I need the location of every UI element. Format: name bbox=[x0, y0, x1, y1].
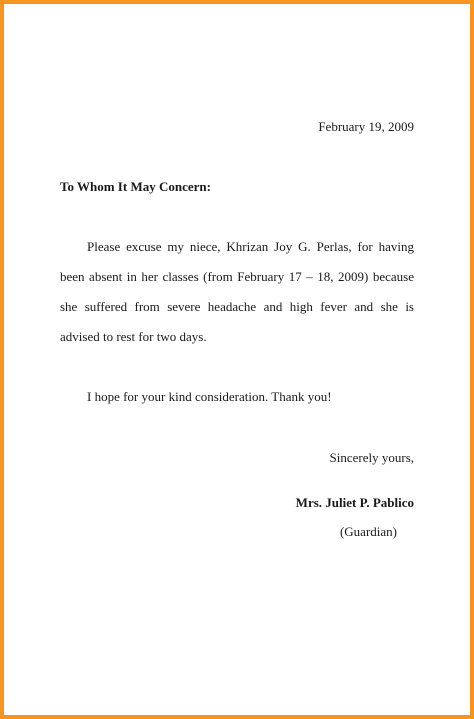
letter-valediction: Sincerely yours, bbox=[329, 450, 414, 465]
signer-name: Mrs. Juliet P. Pablico bbox=[295, 495, 414, 510]
letter-salutation: To Whom It May Concern: bbox=[60, 179, 211, 194]
signer-role: (Guardian) bbox=[339, 524, 397, 539]
letter-closing-paragraph: I hope for your kind consideration. Thank you! bbox=[87, 389, 332, 404]
letter-body-paragraph: Please excuse my niece, Khrizan Joy G. Perlas, for having been absent in her classes (from February 17 – 18, 2009) because she suffered from severe headache and high fever and she is advised to rest for two days. bbox=[60, 239, 414, 344]
letter-date: February 19, 2009 bbox=[318, 119, 414, 134]
